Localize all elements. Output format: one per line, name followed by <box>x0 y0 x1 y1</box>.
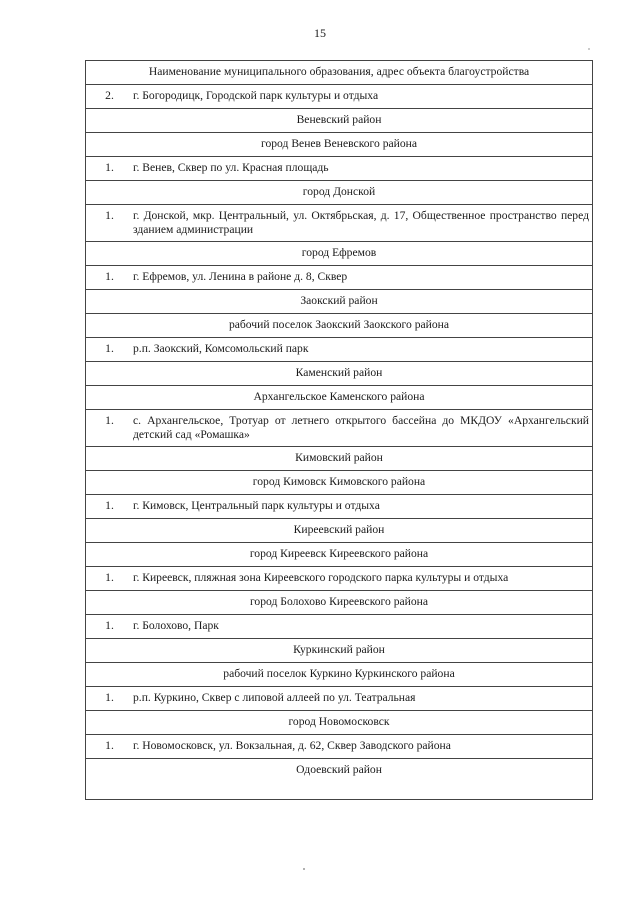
table-row <box>86 242 593 266</box>
table-row <box>86 567 593 591</box>
settlement-header-cell: город Кимовск Кимовского района <box>86 471 593 495</box>
district-header-cell: Одоевский район <box>86 759 593 800</box>
item-number: 1. <box>105 413 114 427</box>
district-header-cell: Киреевский район <box>86 519 593 543</box>
table-row <box>86 85 593 109</box>
table-row <box>86 205 593 242</box>
table-row <box>86 543 593 567</box>
district-header-cell: Кимовский район <box>86 447 593 471</box>
item-text: г. Донской, мкр. Центральный, ул. Октябрьская, д. 17, Общественное пространство перед зданием администрации <box>133 208 589 236</box>
item-text: г. Венев, Сквер по ул. Красная площадь <box>133 161 329 175</box>
item-number: 2. <box>105 89 114 103</box>
table-item-cell <box>86 615 593 639</box>
page-number: 15 <box>314 26 326 40</box>
table-row <box>86 711 593 735</box>
table-row <box>86 290 593 314</box>
settlement-header-cell: рабочий поселок Заокский Заокского района <box>86 314 593 338</box>
item-number: 1. <box>105 571 114 585</box>
item-text: р.п. Куркино, Сквер с липовой аллеей по ул. Театральная <box>133 691 416 705</box>
settlement-header-cell: город Венев Веневского района <box>86 133 593 157</box>
settlement-header-cell: город Болохово Киреевского района <box>86 591 593 615</box>
item-number: 1. <box>105 739 114 753</box>
item-text: г. Кимовск, Центральный парк культуры и отдыха <box>133 499 380 513</box>
item-text: г. Ефремов, ул. Ленина в районе д. 8, Сквер <box>133 270 348 284</box>
table-item-cell <box>86 687 593 711</box>
item-text: г. Киреевск, пляжная зона Киреевского городского парка культуры и отдыха <box>133 571 509 585</box>
table-row <box>86 362 593 386</box>
item-text: г. Новомосковск, ул. Вокзальная, д. 62, Сквер Заводского района <box>133 739 451 753</box>
table-row <box>86 471 593 495</box>
table-row <box>86 386 593 410</box>
settlement-header-cell: Архангельское Каменского района <box>86 386 593 410</box>
table-row <box>86 615 593 639</box>
table-row <box>86 495 593 519</box>
table-item-cell <box>86 495 593 519</box>
table-row <box>86 109 593 133</box>
table-item-cell <box>86 410 593 447</box>
item-text: р.п. Заокский, Комсомольский парк <box>133 342 309 356</box>
table-row <box>86 314 593 338</box>
district-header-cell: Заокский район <box>86 290 593 314</box>
table-item-cell <box>86 338 593 362</box>
settlement-header-cell: город Киреевск Киреевского района <box>86 543 593 567</box>
objects-table-body <box>86 61 593 800</box>
table-row <box>86 639 593 663</box>
table-row <box>86 61 593 85</box>
scan-speck <box>588 48 590 50</box>
item-number: 1. <box>105 161 114 175</box>
table-row <box>86 157 593 181</box>
item-number: 1. <box>105 691 114 705</box>
item-text: г. Богородицк, Городской парк культуры и отдыха <box>133 89 379 103</box>
table-row <box>86 519 593 543</box>
item-number: 1. <box>105 342 114 356</box>
table-item-cell <box>86 85 593 109</box>
item-text: с. Архангельское, Тротуар от летнего открытого бассейна до МКДОУ «Архангельский детский сад «Ромашка» <box>133 413 589 441</box>
table-item-cell <box>86 567 593 591</box>
table-header-cell: Наименование муниципального образования, адрес объекта благоустройства <box>86 61 593 85</box>
table-row <box>86 181 593 205</box>
settlement-header-cell: рабочий поселок Куркино Куркинского района <box>86 663 593 687</box>
scan-speck <box>303 868 305 870</box>
table-row <box>86 591 593 615</box>
item-number: 1. <box>105 619 114 633</box>
table-item-cell <box>86 205 593 242</box>
district-header-cell: Куркинский район <box>86 639 593 663</box>
district-header-cell: Веневский район <box>86 109 593 133</box>
table-row <box>86 735 593 759</box>
table-item-cell <box>86 157 593 181</box>
table-row <box>86 687 593 711</box>
settlement-header-cell: город Ефремов <box>86 242 593 266</box>
table-item-cell <box>86 735 593 759</box>
settlement-header-cell: город Новомосковск <box>86 711 593 735</box>
settlement-header-cell: город Донской <box>86 181 593 205</box>
table-row <box>86 759 593 800</box>
table-row <box>86 447 593 471</box>
item-number: 1. <box>105 270 114 284</box>
table-row <box>86 266 593 290</box>
table-row <box>86 663 593 687</box>
item-text: г. Болохово, Парк <box>133 619 219 633</box>
district-header-cell: Каменский район <box>86 362 593 386</box>
table-item-cell <box>86 266 593 290</box>
item-number: 1. <box>105 208 114 222</box>
objects-table <box>85 60 593 800</box>
table-row <box>86 133 593 157</box>
item-number: 1. <box>105 499 114 513</box>
table-row <box>86 338 593 362</box>
table-row <box>86 410 593 447</box>
